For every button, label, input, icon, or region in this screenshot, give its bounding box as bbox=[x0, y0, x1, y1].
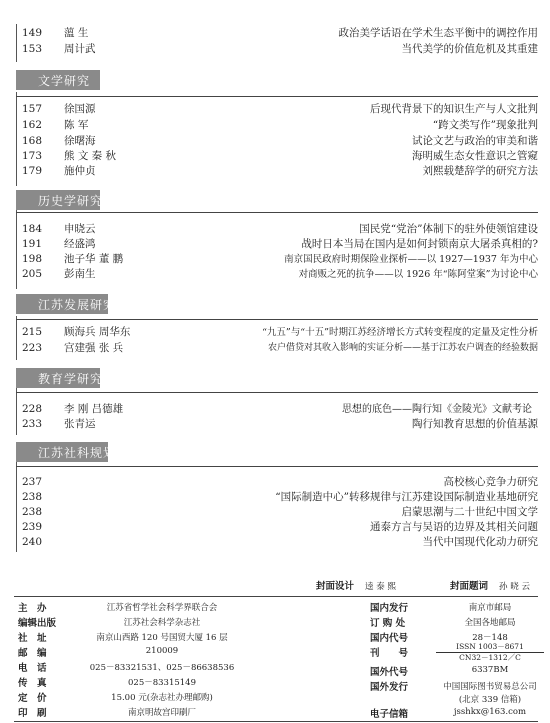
section-header bbox=[16, 70, 100, 90]
info-label: 订 购 处 bbox=[370, 618, 406, 629]
page-number: 179 bbox=[22, 165, 43, 177]
info-value: 江苏省哲学社会科学界联合会 bbox=[106, 603, 218, 613]
page-number: 239 bbox=[22, 521, 43, 533]
info-value-secondary: (北京 339 信箱) bbox=[458, 695, 522, 705]
page-number: 191 bbox=[22, 238, 43, 250]
section-header bbox=[16, 294, 117, 314]
toc-row[interactable] bbox=[0, 505, 550, 520]
toc-row[interactable] bbox=[0, 222, 550, 237]
page-number: 228 bbox=[22, 403, 43, 415]
author: 陈 军 bbox=[64, 119, 89, 131]
info-label: 国内发行 bbox=[370, 603, 409, 614]
info-value: 南京山西路 120 号国贸大厦 16 层 bbox=[96, 633, 228, 643]
article-title: “国际制造中心”转移规律与江苏建设国际制造业基地研究 bbox=[275, 491, 538, 503]
section-title: 江苏社科规划 bbox=[38, 446, 117, 460]
page-number: 223 bbox=[22, 342, 43, 354]
toc-row[interactable] bbox=[0, 237, 550, 252]
toc-row[interactable] bbox=[0, 118, 550, 133]
author: 徐国源 bbox=[64, 103, 96, 115]
toc-row[interactable] bbox=[0, 341, 550, 356]
toc-row[interactable] bbox=[0, 42, 550, 57]
article-title: “跨文类写作”现象批判 bbox=[432, 119, 538, 131]
page-number: 168 bbox=[22, 135, 43, 147]
author: 熊 文 秦 秋 bbox=[64, 150, 117, 162]
article-title: 启蒙思潮与二十世纪中国文学 bbox=[401, 506, 538, 518]
info-label: 国外代号 bbox=[370, 667, 409, 678]
cn-value: CN32－1312／C bbox=[459, 653, 521, 662]
info-label: 社 址 bbox=[18, 633, 47, 644]
article-title: 对商贩之死的抗争——以 1926 年“陈阿堂案”为讨论中心 bbox=[298, 269, 538, 280]
article-title: 陶行知教育思想的价值基源 bbox=[412, 418, 538, 430]
page-number: 237 bbox=[22, 476, 43, 488]
section-divider bbox=[16, 392, 538, 393]
info-label: 电子信箱 bbox=[370, 709, 409, 720]
info-value: 江苏社会科学杂志社 bbox=[123, 618, 201, 628]
section-title: 历史学研究 bbox=[38, 194, 104, 208]
article-title: 刘熙载楚辞学的研究方法 bbox=[422, 165, 538, 177]
article-title: 政治美学话语在学术生态平衡中的调控作用 bbox=[338, 27, 538, 39]
article-title: 试论文艺与政治的审美和谐 bbox=[412, 135, 538, 147]
info-label: 邮 编 bbox=[18, 648, 47, 659]
info-value: 28－148 bbox=[472, 633, 508, 643]
page-number: 149 bbox=[22, 27, 43, 39]
article-title: 战时日本当局在国内是如何封锁南京大屠杀真相的? bbox=[301, 238, 538, 250]
section-header bbox=[16, 442, 117, 462]
article-title: 农户借贷对其收入影响的实证分析——基于江苏农户调查的经验数据 bbox=[267, 343, 538, 353]
section-title: 江苏发展研究 bbox=[38, 298, 117, 312]
article-title: “九五”与“十五”时期江苏经济增长方式转变程度的定量及定性分析 bbox=[262, 327, 538, 338]
author: 彭南生 bbox=[64, 268, 96, 280]
info-label: 国内代号 bbox=[370, 633, 409, 644]
cover-design-name: 逵 泰 熙 bbox=[365, 582, 396, 592]
info-label: 印 刷 bbox=[18, 708, 47, 719]
cover-inscription-credit bbox=[450, 578, 530, 592]
article-title: 国民党“党治”体制下的驻外使领馆建设 bbox=[359, 223, 538, 235]
cover-inscription-name: 孙 晓 云 bbox=[499, 582, 530, 592]
author: 施仲贞 bbox=[64, 165, 96, 177]
info-label: 主 办 bbox=[18, 603, 47, 614]
info-label: 传 真 bbox=[18, 678, 47, 689]
page-number: 173 bbox=[22, 150, 43, 162]
page-number: 240 bbox=[22, 536, 43, 548]
info-value: 南京明故宫印刷厂 bbox=[127, 708, 196, 718]
author: 顾海兵 周华东 bbox=[64, 326, 131, 338]
section-header bbox=[16, 368, 104, 388]
toc-row[interactable] bbox=[0, 490, 550, 505]
info-label: 刊 号 bbox=[370, 648, 409, 659]
page-number: 238 bbox=[22, 491, 43, 503]
page-number: 198 bbox=[22, 253, 43, 265]
info-value: 025－83315149 bbox=[128, 678, 196, 688]
toc-row[interactable] bbox=[0, 252, 550, 267]
info-value: 15.00 元(杂志社办理邮购) bbox=[111, 693, 213, 703]
info-value: 6337BM bbox=[471, 665, 509, 675]
page-number: 153 bbox=[22, 43, 43, 55]
cover-inscription-label: 封面题词 bbox=[450, 581, 489, 592]
page-number: 184 bbox=[22, 223, 43, 235]
info-value: 210009 bbox=[145, 646, 179, 656]
toc-row[interactable] bbox=[0, 417, 550, 432]
toc-row[interactable] bbox=[0, 26, 550, 41]
page-number: 205 bbox=[22, 268, 43, 280]
info-label: 定 价 bbox=[18, 693, 47, 704]
author: 宫建强 张 兵 bbox=[64, 342, 124, 354]
article-title: 南京国民政府时期保险业探析——以 1927—1937 年为中心 bbox=[284, 254, 538, 265]
info-value: 025－83321531、025－86638536 bbox=[89, 663, 235, 673]
section-title: 教育学研究 bbox=[38, 372, 104, 386]
author: 申晓云 bbox=[64, 223, 96, 235]
toc-row[interactable] bbox=[0, 520, 550, 535]
masthead-top-rule bbox=[14, 596, 538, 597]
toc-row[interactable] bbox=[0, 267, 550, 282]
toc-row[interactable] bbox=[0, 149, 550, 164]
section-divider bbox=[16, 319, 538, 320]
page-number: 157 bbox=[22, 103, 43, 115]
page-number: 215 bbox=[22, 326, 43, 338]
page-number: 238 bbox=[22, 506, 43, 518]
author: 李 刚 吕德雄 bbox=[64, 403, 124, 415]
page-number: 233 bbox=[22, 418, 43, 430]
article-title: 当代中国现代化动力研究 bbox=[422, 536, 538, 548]
info-value: 南京市邮局 bbox=[468, 603, 512, 613]
masthead-bottom-rule bbox=[14, 721, 538, 722]
article-title: 思想的底色——陶行知《金陵光》文献考论 bbox=[342, 404, 532, 415]
info-label: 电 话 bbox=[18, 663, 47, 674]
section-divider bbox=[16, 96, 538, 97]
issn-value: ISSN 1003－8671 bbox=[436, 642, 544, 653]
cover-design-credit bbox=[316, 578, 396, 592]
toc-row[interactable] bbox=[0, 475, 550, 490]
author: 薀 生 bbox=[64, 27, 89, 39]
email-value: jsshkx@163.com bbox=[453, 707, 527, 717]
author: 池子华 董 鹏 bbox=[64, 253, 124, 265]
article-title: 当代美学的价值危机及其重建 bbox=[401, 43, 538, 55]
page-number: 162 bbox=[22, 119, 43, 131]
author: 经盛鸿 bbox=[64, 238, 96, 250]
cover-design-label: 封面设计 bbox=[316, 581, 355, 592]
author: 徐曙海 bbox=[64, 135, 96, 147]
toc-row[interactable] bbox=[0, 102, 550, 117]
info-value: 中国国际图书贸易总公司 bbox=[443, 682, 537, 692]
toc-row[interactable] bbox=[0, 164, 550, 179]
article-title: 海明威生态女性意识之管窥 bbox=[412, 150, 538, 162]
section-divider bbox=[16, 466, 538, 467]
section-divider bbox=[16, 212, 538, 213]
info-label: 国外发行 bbox=[370, 682, 409, 693]
author: 周计武 bbox=[64, 43, 96, 55]
section-title: 文学研究 bbox=[38, 74, 91, 88]
article-title: 后现代背景下的知识生产与人文批判 bbox=[370, 103, 538, 115]
toc-row[interactable] bbox=[0, 325, 550, 340]
info-label: 编辑出版 bbox=[18, 618, 57, 629]
author: 张青运 bbox=[64, 418, 96, 430]
info-value: 全国各地邮局 bbox=[464, 618, 516, 628]
toc-row[interactable] bbox=[0, 535, 550, 550]
article-title: 通泰方言与吴语的边界及其相关问题 bbox=[370, 521, 538, 533]
toc-row[interactable] bbox=[0, 134, 550, 149]
section-header bbox=[16, 190, 104, 210]
toc-row[interactable] bbox=[0, 402, 550, 417]
article-title: 高校核心竞争力研究 bbox=[443, 476, 538, 488]
